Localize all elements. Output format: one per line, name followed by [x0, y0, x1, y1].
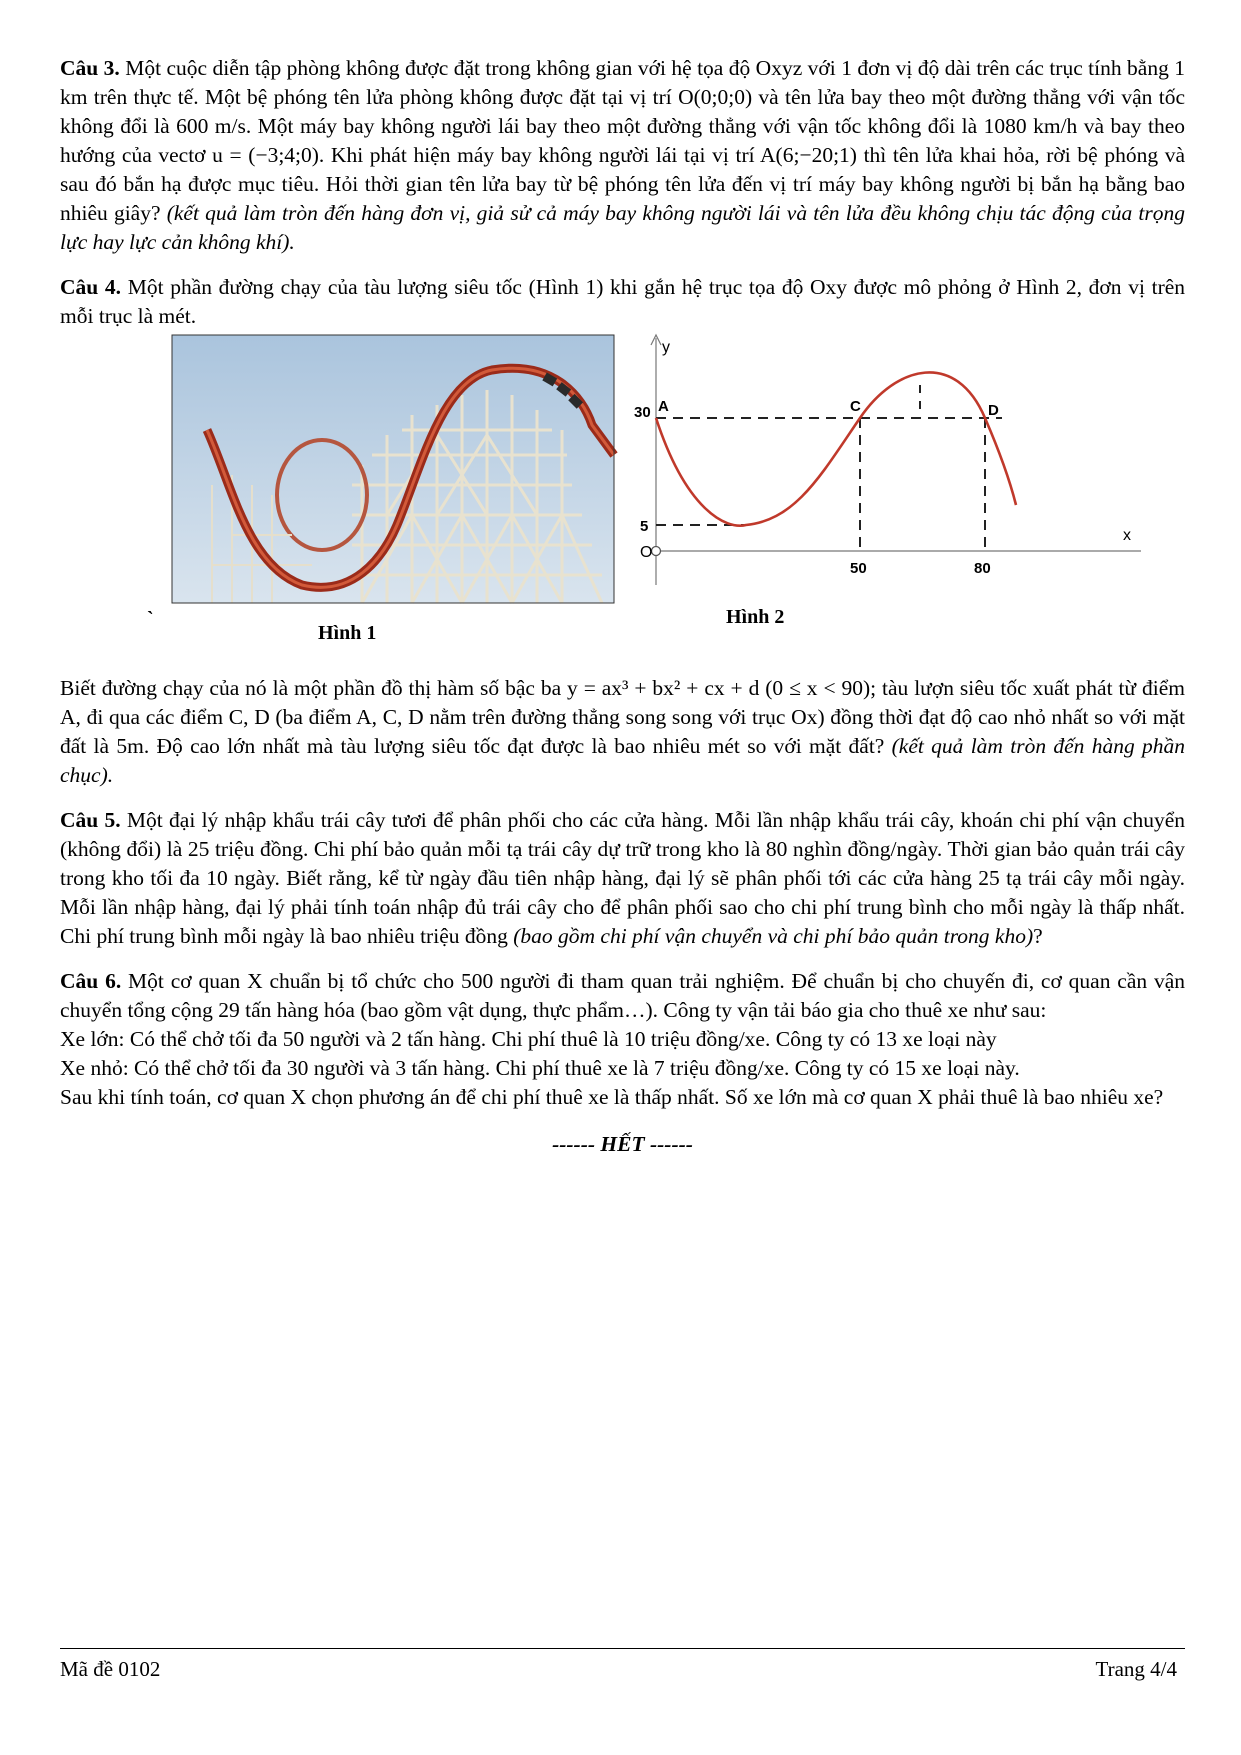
page-footer: [60, 1648, 1185, 1681]
figure-1-mark: `: [147, 608, 154, 630]
end-mark: ------ HẾT ------: [552, 1132, 693, 1156]
question-6-line-1: Xe lớn: Có thể chở tối đa 50 người và 2 tấn hàng. Chi phí thuê là 10 triệu đồng/xe. Công ty có 13 xe loại này: [60, 1027, 997, 1051]
question-note: (bao gồm chi phí vận chuyển và chi phí bảo quản trong kho): [513, 924, 1034, 948]
exam-page: [60, 54, 1185, 1159]
origin-label: O: [640, 544, 653, 561]
page-number: Trang 4/4: [1095, 1657, 1177, 1681]
coaster-graph: [636, 335, 1156, 595]
question-label: Câu 5.: [60, 808, 121, 832]
question-4-body: [60, 674, 1185, 790]
question-note: (kết quả làm tròn đến hàng đơn vị, giả sử cả máy bay không người lái và tên lửa đều không chịu tác động của trọng lực hay lực cản không khí).: [60, 201, 1185, 254]
question-4-intro: [60, 273, 1185, 331]
figures: [60, 335, 1185, 670]
x-tick-80: 80: [974, 560, 991, 577]
point-C-label: C: [850, 398, 861, 415]
point-A-label: A: [658, 398, 669, 415]
point-D-label: D: [988, 402, 999, 419]
question-note: (kết quả làm tròn đến hàng phần chục).: [60, 734, 1185, 787]
question-text: Một đại lý nhập khẩu trái cây tươi để phân phối cho các cửa hàng. Mỗi lần nhập khẩu trái cây, khoán chi phí vận chuyển (không đổi) là 25 triệu đồng. Chi phí bảo quản mỗi tạ trái cây dự trữ trong kho là 80 nghìn đồng/ngày. Thời gian bảo quản trái cây trong kho tối đa 10 ngày. Biết rằng, kể từ ngày đầu tiên nhập hàng, đại lý sẽ phân phối tới các cửa hàng 25 tạ trái cây mỗi ngày. Mỗi lần nhập hàng, đại lý phải tính toán nhập đủ trái cây cho để phân phối sao cho chi phí trung bình cho mỗi ngày là thấp nhất. Chi phí trung bình mỗi ngày là bao nhiêu triệu đồng: [60, 808, 1186, 948]
origin-point: [652, 547, 661, 556]
x-tick-50: 50: [850, 560, 867, 577]
question-text: Một phần đường chạy của tàu lượng siêu tốc (Hình 1) khi gắn hệ trục tọa độ Oxy được mô phỏng ở Hình 2, đơn vị trên mỗi trục là mét.: [60, 275, 1186, 328]
question-6: [60, 967, 1185, 1025]
exam-code: Mã đề 0102: [60, 1657, 161, 1681]
y-tick-5: 5: [640, 518, 649, 535]
figure-1-caption: Hình 1: [318, 622, 377, 644]
question-tail: ?: [1033, 924, 1043, 948]
question-label: Câu 4.: [60, 275, 122, 299]
question-5: [60, 806, 1185, 951]
cubic-curve: [656, 372, 1016, 525]
question-6-line-3: Sau khi tính toán, cơ quan X chọn phương án để chi phí thuê xe là thấp nhất. Số xe lớn mà cơ quan X phải thuê là bao nhiêu xe?: [60, 1085, 1164, 1109]
question-6-line-2: Xe nhỏ: Có thể chở tối đa 30 người và 3 tấn hàng. Chi phí thuê xe là 7 triệu đồng/xe. Công ty có 15 xe loại này.: [60, 1056, 1020, 1080]
y-tick-30: 30: [634, 404, 651, 421]
question-text: Một cuộc diễn tập phòng không được đặt trong không gian với hệ tọa độ Oxyz với 1 đơn vị độ dài trên các trục tính bằng 1 km trên thực tế. Một bệ phóng tên lửa phòng không được đặt tại vị trí O(0;0;0) và tên lửa bay theo một đường thẳng với vận tốc không đổi là 600 m/s. Một máy bay không người lái bay theo một đường thẳng với vận tốc không đổi là 1080 km/h và bay theo hướng của vectơ u = (−3;4;0). Khi phát hiện máy bay không người lái tại vị trí A(6;−20;1) thì tên lửa khai hỏa, rời bệ phóng và sau đó bắn hạ được mục tiêu. Hỏi thời gian tên lửa bay từ bệ phóng tên lửa đến vị trí máy bay không người bị bắn hạ bằng bao nhiêu giây?: [60, 56, 1186, 225]
question-text: Một cơ quan X chuẩn bị tổ chức cho 500 người đi tham quan trải nghiệm. Để chuẩn bị cho chuyến đi, cơ quan cần vận chuyển tổng cộng 29 tấn hàng hóa (bao gồm vật dụng, thực phẩm…). Công ty vận tải báo gia cho thuê xe như sau:: [60, 969, 1186, 1022]
figure-2-caption: Hình 2: [726, 606, 785, 628]
y-axis-label: y: [662, 339, 670, 356]
question-label: Câu 6.: [60, 969, 122, 993]
x-axis-label: x: [1123, 527, 1131, 544]
question-label: Câu 3.: [60, 56, 120, 80]
question-3: [60, 54, 1185, 257]
roller-coaster-photo: [172, 335, 614, 603]
question-text: Biết đường chạy của nó là một phần đồ thị hàm số bậc ba y = ax³ + bx² + cx + d (0 ≤ x < 90); tàu lượn siêu tốc xuất phát từ điểm A, đi qua các điểm C, D (ba điểm A, C, D nằm trên đường thẳng song song với trục Ox) đồng thời đạt độ cao nhỏ nhất so với mặt đất là 5m. Độ cao lớn nhất mà tàu lượng siêu tốc đạt được là bao nhiêu mét so với mặt đất?: [60, 676, 1185, 758]
